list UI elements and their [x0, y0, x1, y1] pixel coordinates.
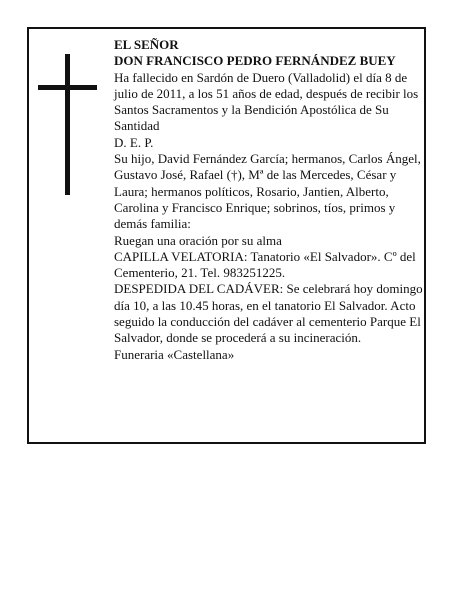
funeral-home: Funeraria «Castellana» [114, 346, 235, 362]
death-announcement: Ha fallecido en Sardón de Duero (Valladolid) el día 8 de julio de 2011, a los 51 años de edad, después de recibir los Santos Sacramentos y la Bendición Apostólica de Su Santidad [114, 69, 419, 134]
deceased-name: DON FRANCISCO PEDRO FERNÁNDEZ BUEY [114, 53, 396, 69]
family-list: Su hijo, David Fernández García; hermanos, Carlos Ángel, Gustavo José, Rafael (†), Mª de las Mercedes, César y Laura; hermanos políticos, Rosario, Jantien, Alberto, Carolina y Francisco Enrique; sobrinos, tíos, primos y demás familia: [114, 151, 421, 232]
obituary-text [114, 37, 424, 363]
dep-line: D. E. P. [114, 134, 154, 150]
cross-icon-crossbar [38, 85, 97, 90]
chapel-info: CAPILLA VELATORIA: Tanatorio «El Salvador». Cº del Cementerio, 21. Tel. 983251225. [114, 248, 416, 281]
farewell-info: DESPEDIDA DEL CADÁVER: Se celebrará hoy domingo día 10, a las 10.45 horas, en el tanatorio El Salvador. Acto seguido la conducción del cadáver al cementerio Parque El Salvador, donde se procederá a su incineración. [114, 281, 423, 346]
notice-title: EL SEÑOR [114, 37, 179, 52]
cross-icon [65, 54, 70, 195]
prayer-request: Ruegan una oración por su alma [114, 232, 282, 248]
